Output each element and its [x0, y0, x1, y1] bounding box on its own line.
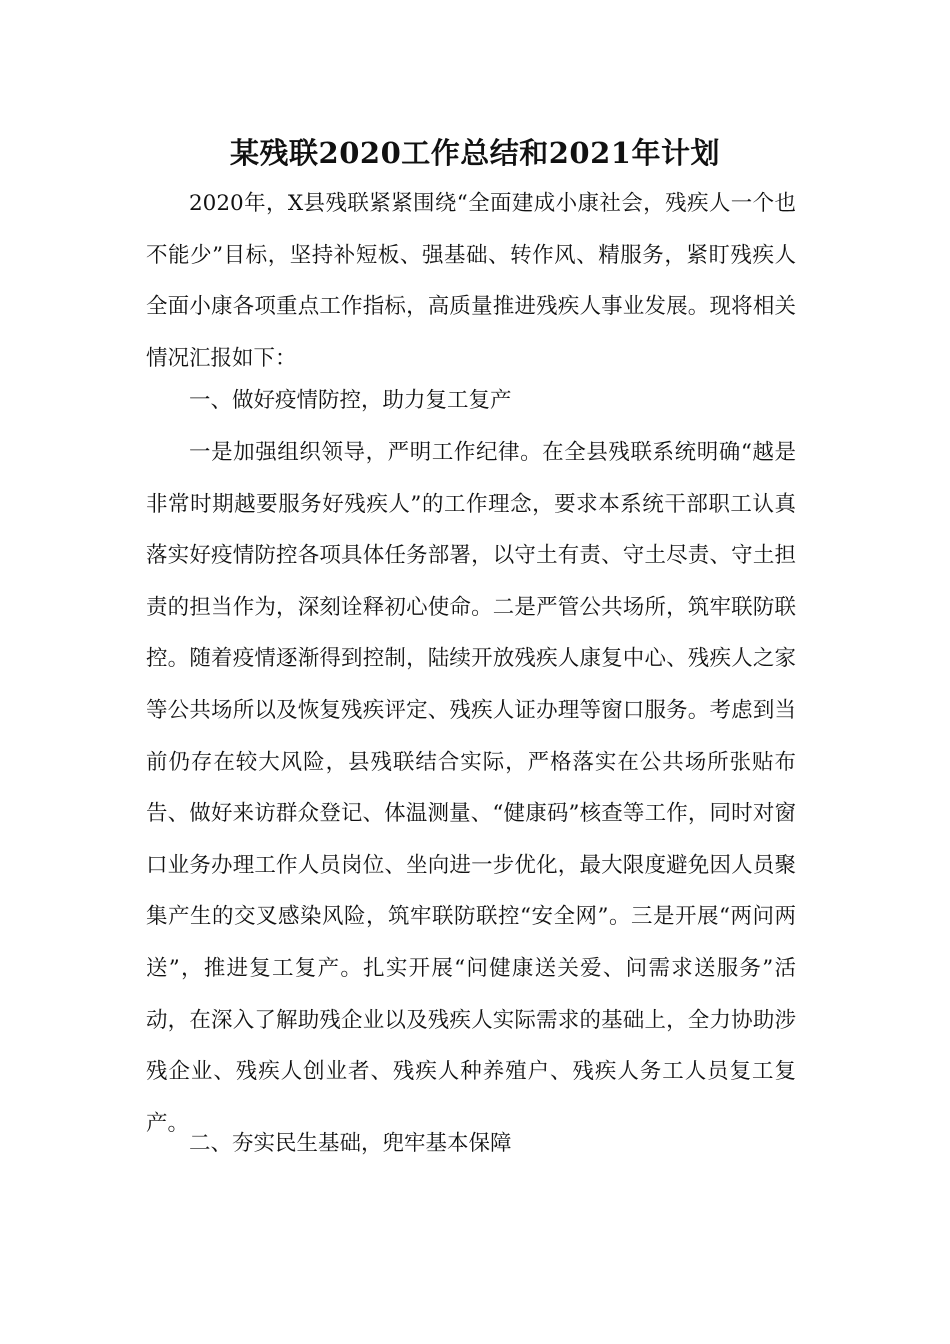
document-title: 某残联2020工作总结和2021年计划: [230, 136, 720, 170]
intro-paragraph: 2020年，X县残联紧紧围绕“全面建成小康社会，残疾人一个也不能少”目标，坚持补短板、强基础、转作风、精服务，紧盯残疾人全面小康各项重点工作指标，高质量推进残疾人事业发展。现将相关情况汇报如下：: [146, 191, 796, 371]
section-heading-2: 二、夯实民生基础，兜牢基本保障: [189, 1131, 512, 1156]
section-1-paragraph: 一是加强组织领导，严明工作纪律。在全县残联系统明确“越是非常时期越要服务好残疾人”的工作理念，要求本系统干部职工认真落实好疫情防控各项具体任务部署，以守土有责、守土尽责、守土担责的担当作为，深刻诠释初心使命。二是严管公共场所，筑牢联防联控。随着疫情逐渐得到控制，陆续开放残疾人康复中心、残疾人之家等公共场所以及恢复残疾评定、残疾人证办理等窗口服务。考虑到当前仍存在较大风险，县残联结合实际，严格落实在公共场所张贴布告、做好来访群众登记、体温测量、“健康码”核查等工作，同时对窗口业务办理工作人员岗位、坐向进一步优化，最大限度避免因人员聚集产生的交叉感染风险，筑牢联防联控“安全网”。三是开展“两问两送”，推进复工复产。扎实开展“问健康送关爱、问需求送服务”活动，在深入了解助残企业以及残疾人实际需求的基础上，全力协助涉残企业、残疾人创业者、残疾人种养殖户、残疾人务工人员复工复产。: [146, 440, 796, 1136]
section-heading-1: 一、做好疫情防控，助力复工复产: [189, 388, 512, 413]
